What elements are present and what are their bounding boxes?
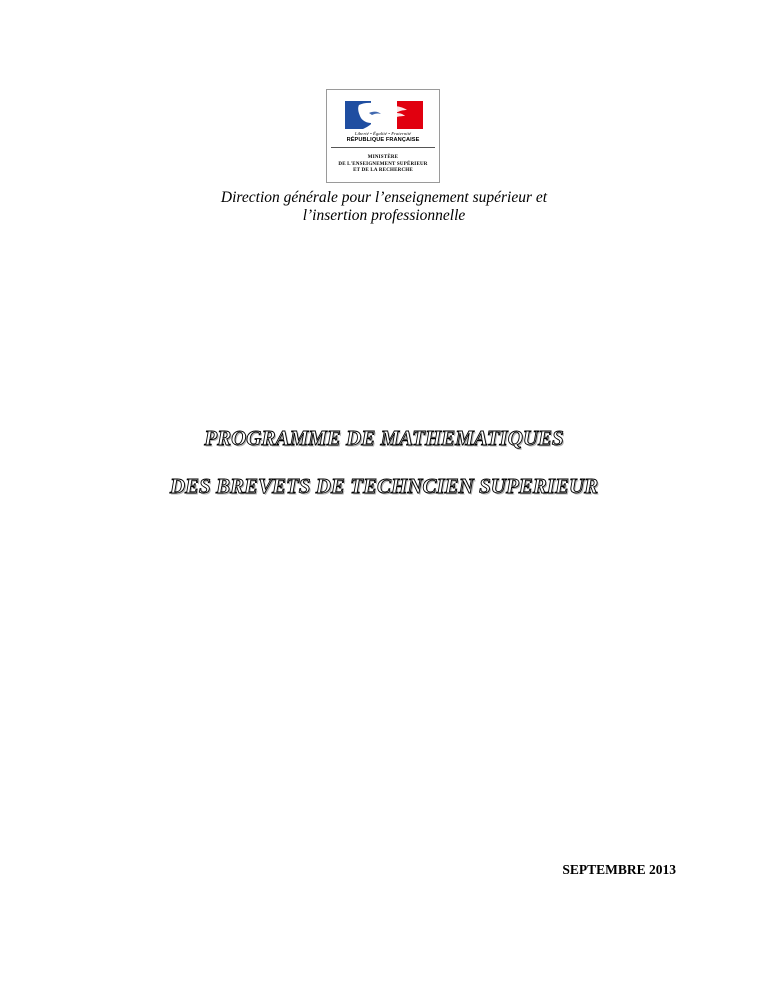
logo-motto: Liberté • Égalité • Fraternité bbox=[354, 131, 412, 136]
document-title-line-2: DES BREVETS DE TECHNCIEN SUPERIEUR bbox=[169, 474, 599, 498]
logo-ministry-line: MINISTÈRE bbox=[367, 155, 399, 160]
logo-divider bbox=[331, 147, 435, 148]
marianne-flag-icon bbox=[345, 101, 423, 129]
logo-ministry-line: ET DE LA RECHERCHE bbox=[353, 168, 413, 173]
direction-heading bbox=[0, 189, 768, 225]
direction-line-1: Direction générale pour l’enseignement supérieur et bbox=[220, 189, 548, 206]
direction-line-2: l’insertion professionnelle bbox=[302, 207, 466, 224]
document-title-line-1: PROGRAMME DE MATHEMATIQUES bbox=[204, 426, 564, 450]
logo-ministry bbox=[327, 155, 439, 175]
document-date: SEPTEMBRE 2013 bbox=[562, 862, 676, 877]
logo-republic: RÉPUBLIQUE FRANÇAISE bbox=[346, 137, 420, 143]
ministry-logo bbox=[326, 89, 440, 183]
logo-ministry-line: DE L'ENSEIGNEMENT SUPÉRIEUR bbox=[338, 161, 428, 167]
